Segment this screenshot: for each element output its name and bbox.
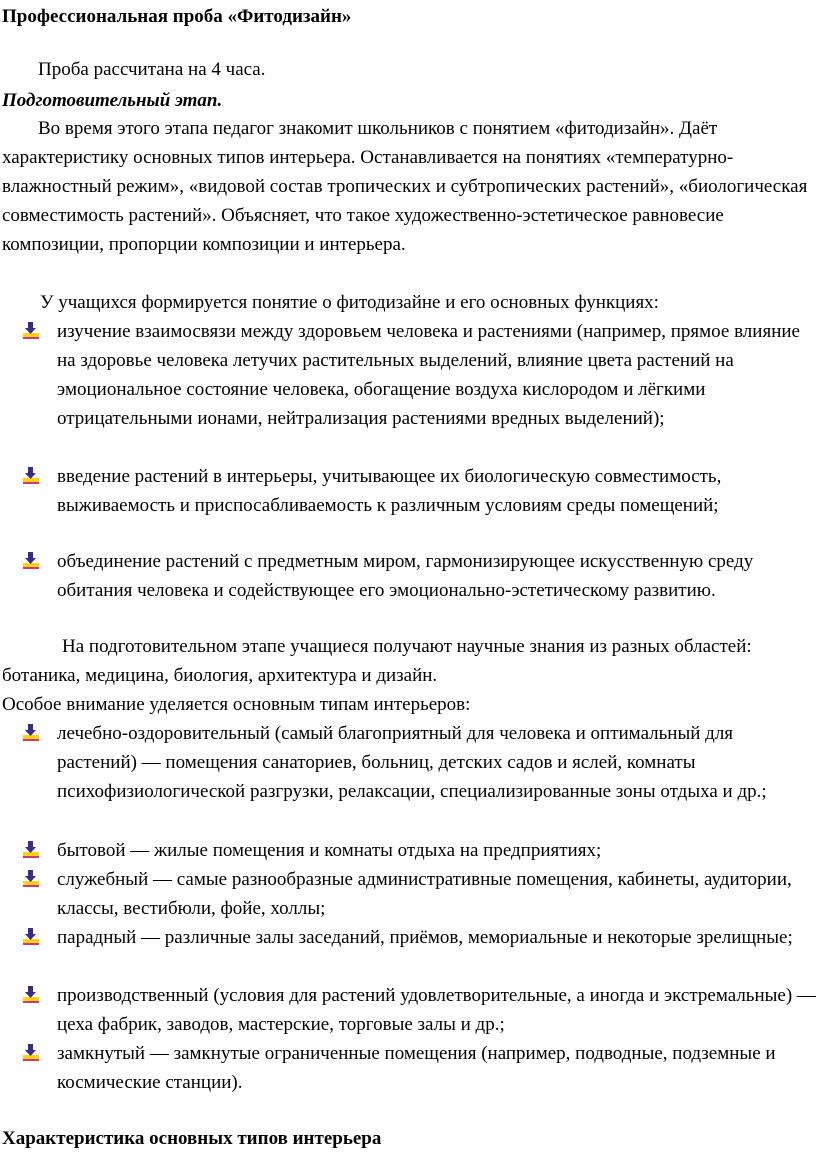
function-text: изучение взаимосвязи между здоровьем человека и растениями (например, прямое влияние на здоровье человека летучих растительных выделений, влияние цвета растений на эмоциональное состояние человека, обогащение воздуха кислородом и лёгкими отрицательными ионами, нейтрализация растениями вредных выделений); [57,321,800,429]
function-text: введение растений в интерьеры, учитывающее их биологическую совместимость, выживаемость и приспосабливаемость к различным условиям среды помещений; [57,466,722,516]
functions-intro: У учащихся формируется понятие о фитодизайне и его основных функциях: [40,292,659,313]
arrow-down-bullet-icon [22,467,40,485]
interiors-intro: Особое внимание уделяется основным типам интерьеров: [2,694,471,715]
knowledge-paragraph: На подготовительном этапе учащиеся получают научные знания из разных областей: ботаника, медицина, биология, архитектура и дизайн. [2,636,752,686]
arrow-down-bullet-icon [22,928,40,946]
interior-type-text: парадный — различные залы заседаний, приёмов, мемориальные и некоторые зрелищные; [57,927,793,948]
duration-text: Проба рассчитана на 4 часа. [38,59,266,80]
stage-title: Подготовительный этап. [2,90,223,111]
intro-paragraph: Во время этого этапа педагог знакомит школьников с понятием «фитодизайн». Даёт характеристику основных типов интерьера. Останавливается на понятиях «температурно-влажностный режим», «видовой состав тропических и субтропических растений», «биологическая совместимость растений». Объясняет, что такое художественно-эстетическое равновесие композиции, пропорции композиции и интерьера. [2,118,808,255]
arrow-down-bullet-icon [22,322,40,340]
interior-type-text: производственный (условия для растений удовлетворительные, а иногда и экстремальные) — цеха фабрик, заводов, мастерские, торговые залы и др.; [57,985,816,1035]
interior-type-text: лечебно-оздоровительный (самый благоприятный для человека и оптимальный для растений) — помещения санаториев, больниц, детских садов и яслей, комнаты психофизиологической разгрузки, релаксации, специализированные зоны отдыха и др.; [57,723,767,802]
arrow-down-bullet-icon [22,870,40,888]
arrow-down-bullet-icon [22,841,40,859]
interior-type-text: бытовой — жилые помещения и комнаты отдыха на предприятиях; [57,840,602,861]
interior-type-text: служебный — самые разнообразные административные помещения, кабинеты, аудитории, классы, вестибюли, фойе, холлы; [57,869,792,919]
arrow-down-bullet-icon [22,552,40,570]
function-text: объединение растений с предметным миром, гармонизирующее искусственную среду обитания человека и содействующее его эмоционально-эстетическому развитию. [57,551,754,601]
section-heading: Характеристика основных типов интерьера [2,1128,382,1149]
arrow-down-bullet-icon [22,1044,40,1062]
interior-type-text: замкнутый — замкнутые ограниченные помещения (например, подводные, подземные и космические станции). [57,1043,776,1093]
document-title: Профессиональная проба «Фитодизайн» [2,6,352,27]
arrow-down-bullet-icon [22,986,40,1004]
arrow-down-bullet-icon [22,724,40,742]
